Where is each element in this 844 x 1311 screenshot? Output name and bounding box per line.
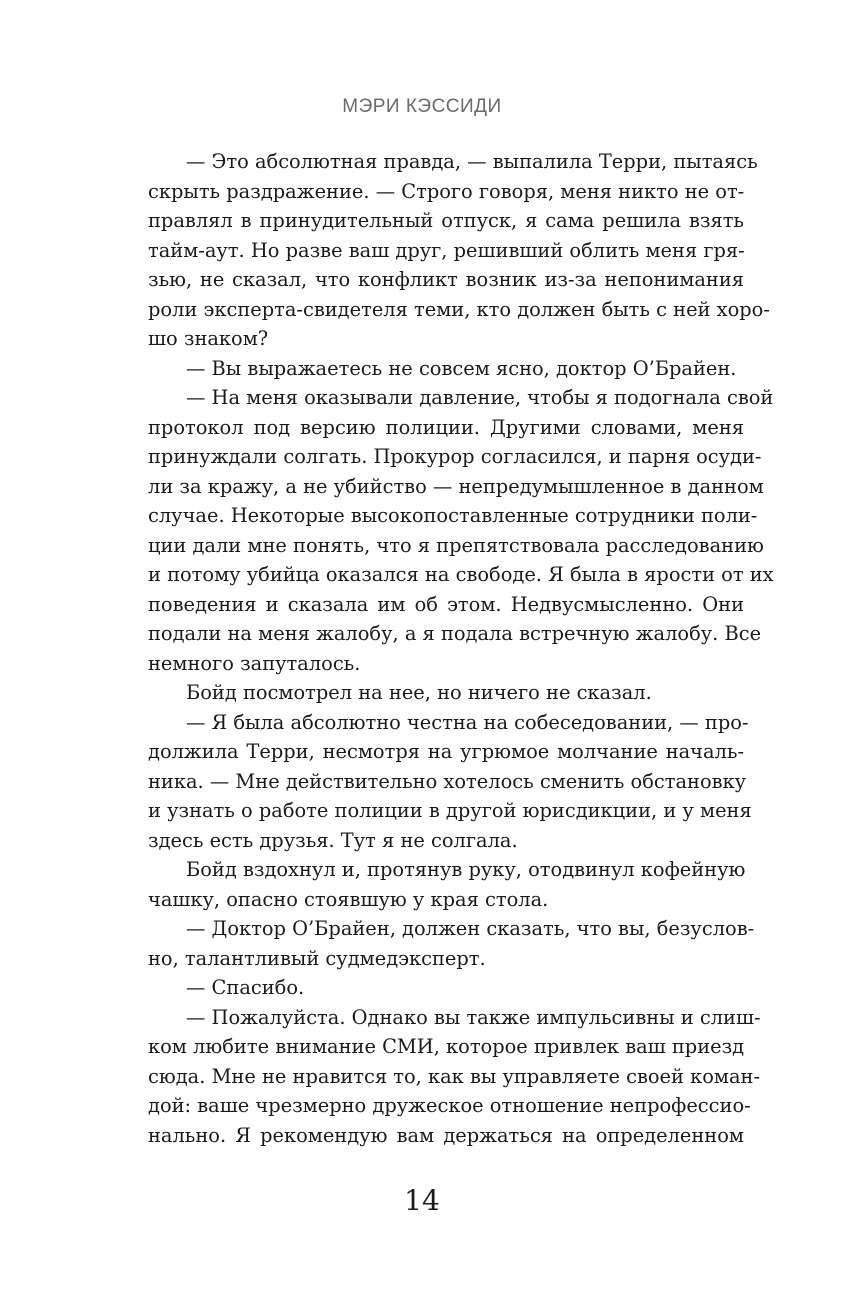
text-line: но, талантливый судмедэксперт. — [148, 946, 486, 970]
text-line: принуждали солгать. Прокурор согласился, и парня осуди- — [148, 445, 762, 468]
text-line: Бойд вздохнул и, протянув руку, отодвинул кофейную — [186, 858, 746, 881]
text-line: нально. Я рекомендую вам держаться на определенном — [148, 1123, 744, 1147]
text-line: подали на меня жалобу, а я подала встречную жалобу. Все — [148, 622, 762, 645]
text-line: правлял в принудительный отпуск, я сама решила взять — [148, 209, 744, 232]
text-line: здесь есть друзья. Тут я не солгала. — [148, 828, 518, 852]
text-line: роли эксперта-свидетеля теми, кто должен быть с ней хоро- — [148, 297, 770, 321]
text-line: немного запуталось. — [148, 651, 361, 675]
page-number: 14 — [404, 1184, 440, 1217]
text-line: поведения и сказала им об этом. Недвусмысленно. Они — [148, 592, 744, 616]
text-line: — Доктор О’Брайен, должен сказать, что вы, безуслов- — [186, 917, 755, 940]
text-line: — Это абсолютная правда, — выпалила Терри, пытаясь — [186, 150, 758, 173]
text-line: зью, не сказал, что конфликт возник из-за непонимания — [148, 268, 744, 291]
text-line: — Вы выражаетесь не совсем ясно, доктор О’Брайен. — [186, 356, 737, 380]
text-line: ком любите внимание СМИ, которое привлек ваш приезд — [148, 1035, 745, 1058]
text-line: дой: ваше чрезмерно дружеское отношение непрофессио- — [148, 1094, 751, 1117]
text-line: и узнать о работе полиции в другой юрисдикции, и у меня — [148, 799, 752, 822]
text-line: — Я была абсолютно честна на собеседовании, — про- — [186, 710, 749, 734]
text-line: и потому убийца оказался на свободе. Я была в ярости от их — [148, 563, 774, 586]
text-line: тайм-аут. Но разве ваш друг, решивший облить меня гря- — [148, 238, 745, 262]
text-line: ли за кражу, а не убийство — непредумышленное в данном — [148, 474, 764, 498]
text-line: протокол под версию полиции. Другими словами, меня — [148, 415, 744, 439]
text-line: чашку, опасно стоявшую у края стола. — [148, 887, 549, 911]
body-text — [148, 147, 774, 1150]
text-line: — На меня оказывали давление, чтобы я подогнала свой — [186, 386, 774, 409]
text-line: — Спасибо. — [186, 976, 305, 999]
text-line: сюда. Мне не нравится то, как вы управляете своей коман- — [148, 1064, 761, 1088]
text-line: должила Терри, несмотря на угрюмое молчание началь- — [148, 740, 744, 763]
text-line: Бойд посмотрел на нее, но ничего не сказал. — [186, 681, 652, 704]
running-head: МЭРИ КЭССИДИ — [342, 96, 502, 117]
text-line: — Пожалуйста. Однако вы также импульсивны и слиш- — [186, 1005, 761, 1029]
text-line: скрыть раздражение. — Строго говоря, меня никто не от- — [148, 179, 745, 203]
text-line: ника. — Мне действительно хотелось сменить обстановку — [148, 769, 747, 793]
text-line: случае. Некоторые высокопоставленные сотрудники поли- — [148, 504, 758, 527]
text-line: ции дали мне понять, что я препятствовала расследованию — [148, 533, 764, 557]
text-line: шо знаком? — [148, 327, 269, 350]
